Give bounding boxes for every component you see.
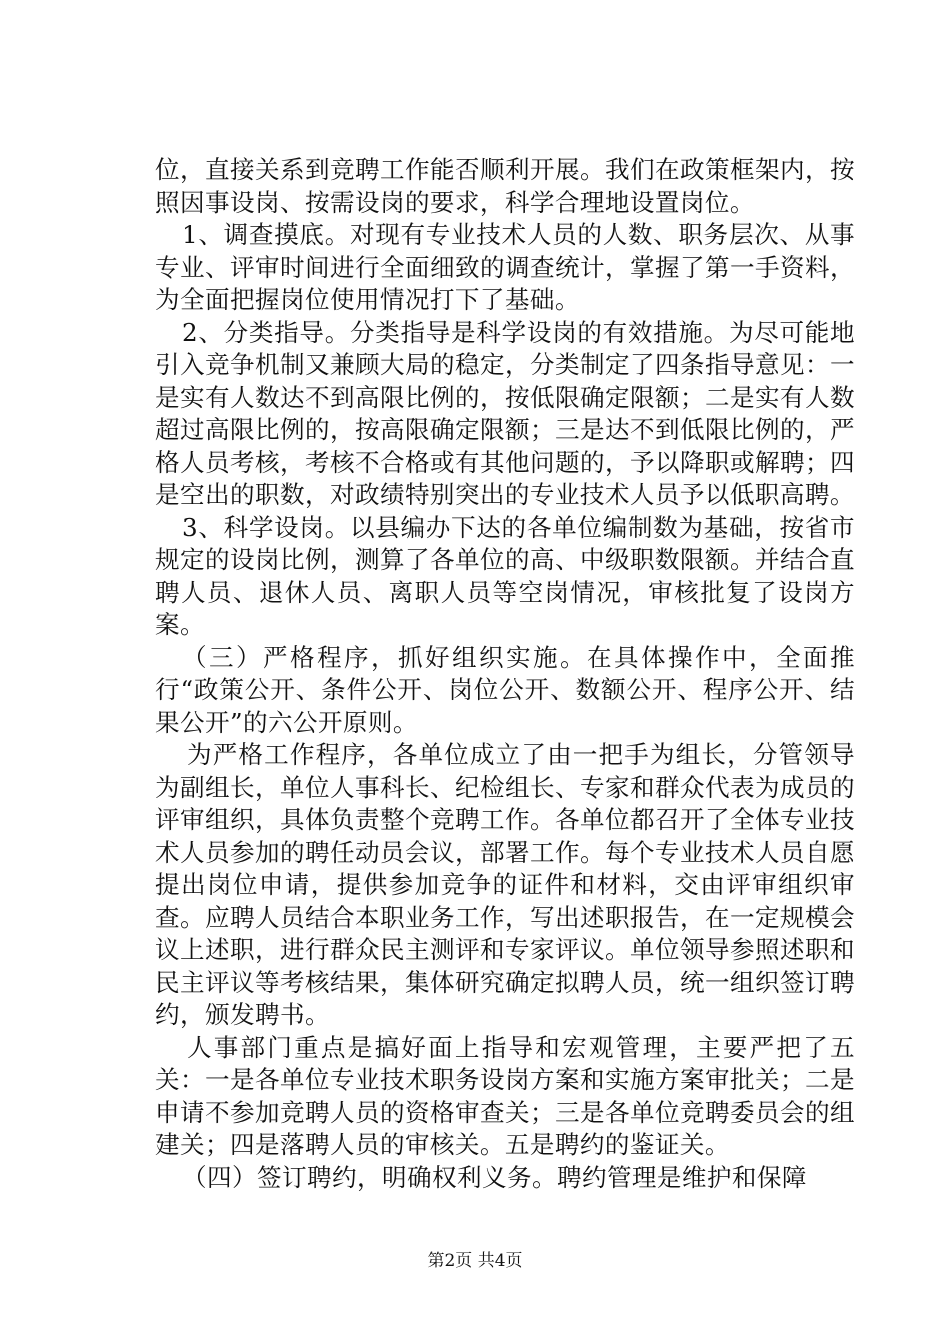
- paragraph-continuation: 位，直接关系到竞聘工作能否顺利开展。我们在政策框架内，按照因事设岗、按需设岗的要求，科学合理地设置岗位。: [155, 155, 855, 217]
- paragraph-procedure: 为严格工作程序，各单位成立了由一把手为组长，分管领导为副组长，单位人事科长、纪检组长、专家和群众代表为成员的评审组织，具体负责整个竞聘工作。各单位都召开了全体专业技术人员参加的聘任动员会议，部署工作。每个专业技术人员自愿提出岗位申请，提供参加竞争的证件和材料，交由评审组织审查。应聘人员结合本职业务工作，写出述职报告，在一定规模会议上述职，进行群众民主测评和专家评议。单位领导参照述职和民主评议等考核结果，集体研究确定拟聘人员，统一组织签订聘约，颁发聘书。: [155, 740, 855, 1029]
- paragraph-scientific-posts: 3、科学设岗。以县编办下达的各单位编制数为基础，按省市规定的设岗比例，测算了各单位的高、中级职数限额。并结合直聘人员、退休人员、离职人员等空岗情况，审核批复了设岗方案。: [155, 512, 855, 639]
- document-body: [155, 154, 855, 1194]
- paragraph-classified-guidance: 2、分类指导。分类指导是科学设岗的有效措施。为尽可能地引入竞争机制又兼顾大局的稳定，分类制定了四条指导意见：一是实有人数达不到高限比例的，按低限确定限额；二是实有人数超过高限比例的，按高限确定限额；三是达不到低限比例的，严格人员考核，考核不合格或有其他问题的，予以降职或解聘；四是空出的职数，对政绩特别突出的专业技术人员予以低职高聘。: [155, 317, 855, 509]
- paragraph-section-4-heading: （四）签订聘约，明确权利义务。聘约管理是维护和保障: [182, 1162, 807, 1192]
- paragraph-survey: 1、调查摸底。对现有专业技术人员的人数、职务层次、从事专业、评审时间进行全面细致的调查统计，掌握了第一手资料，为全面把握岗位使用情况打下了基础。: [155, 220, 855, 314]
- paragraph-hr-department: 人事部门重点是搞好面上指导和宏观管理，主要严把了五关：一是各单位专业技术职务设岗方案和实施方案审批关；二是申请不参加竞聘人员的资格审查关；三是各单位竞聘委员会的组建关；四是落聘人员的审核关。五是聘约的鉴证关。: [155, 1032, 855, 1159]
- page-footer: 第2页 共4页: [427, 1251, 523, 1271]
- paragraph-section-3-heading: （三）严格程序，抓好组织实施。在具体操作中，全面推行“政策公开、条件公开、岗位公开、数额公开、程序公开、结果公开”的六公开原则。: [155, 642, 855, 737]
